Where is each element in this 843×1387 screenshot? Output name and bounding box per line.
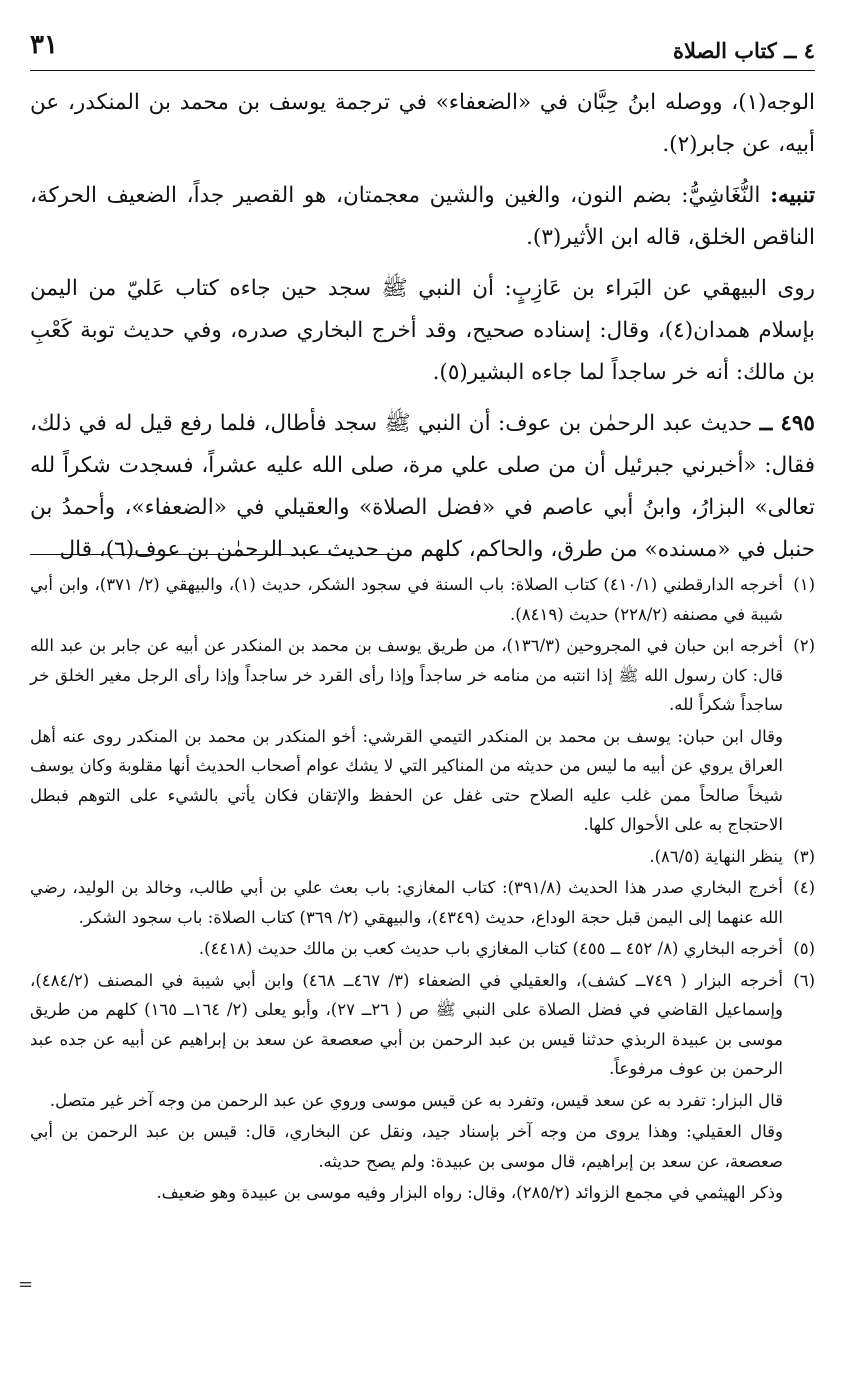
- main-text: [30, 82, 815, 571]
- footnote: [30, 934, 815, 964]
- paragraph-3: روى البيهقي عن البَراء بن عَازِبٍ: أن النبي ﷺ سجد حين جاءه كتاب عَليّ من اليمن بإسلام همدان(٤)، وقال: إسناده صحيح، وقد أخرج البخاري صدره، وفي حديث توبة كَعْبِ بن مالك: أنه خر ساجداً لما جاءه البشير(٥).: [30, 276, 816, 385]
- footnote: [30, 570, 815, 629]
- footnote-number: (٤): [793, 878, 815, 897]
- footnote-continuation: [30, 1086, 815, 1116]
- footnote-text: ينظر النهاية (٨٦/٥).: [649, 846, 783, 866]
- footnote-text: أخرج البخاري صدر هذا الحديث (٣٩١/٨): كتاب المغازي: باب بعث علي بن أبي طالب، وخالد بن الوليد، رضي الله عنهما إلى اليمن قبل حجة الوداع، حديث (٤٣٤٩)، والبيهقي (٢/ ٣٦٩) كتاب الصلاة: باب سجود الشكر.: [30, 878, 783, 927]
- footnote-number: (٢): [793, 636, 815, 655]
- hadith-number: ٤٩٥ ــ: [759, 411, 815, 436]
- footnote: [30, 631, 815, 720]
- note-text: النُّغَاشِيُّ: بضم النون، والغين والشين معجمتان، هو القصير جداً، الضعيف الحركة، الناقص الخلق، قاله ابن الأثير(٣).: [30, 183, 815, 250]
- footnote-text: وقال ابن حبان: يوسف بن محمد بن المنكدر التيمي القرشي: أخو المنكدر بن محمد بن المنكدر روى عنه أهل العراق يروي عن أبيه ما ليس من حديثه من المناكير التي لا يشك عوام أصحاب الحديث أنها مقلوبة وكان يوسف شيخاً صالحاً ممن غلب عليه الصلاح حتى غفل عن الحفظ والإتقان فكان يأتي بالشيء على التوهم فبطل الاحتجاج به على الأحوال كلها.: [30, 726, 783, 834]
- margin-mark: =: [18, 1274, 34, 1295]
- page-header: [30, 26, 815, 71]
- page-number: ٣١: [30, 30, 58, 60]
- footnote-text: أخرجه ابن حبان في المجروحين (١٣٦/٣)، من طريق يوسف بن محمد بن المنكدر عن أبيه عن جابر بن عبد الله قال: كان رسول الله ﷺ إذا انتبه من منامه خر ساجداً وإذا رأى القرد خر ساجداً وإذا رأى الرجل مغير الخلق خر ساجداً شكراً لله.: [30, 636, 783, 714]
- footnote-separator: [30, 554, 402, 555]
- footnote-text: وقال العقيلي: وهذا يروى من وجه آخر بإسناد جيد، ونقل عن البخاري، قال: قيس بن عبد الرحمن بن أبي صعصعة، عن سعد بن إبراهيم، قال موسى بن عبيدة: ولم يصح حديثه.: [30, 1122, 783, 1171]
- footnote-text: وذكر الهيثمي في مجمع الزوائد (٢٨٥/٢)، وقال: رواه البزار وفيه موسى بن عبيدة وهو ضعيف.: [156, 1183, 783, 1202]
- footnote-number: (٦): [793, 970, 815, 990]
- running-title: ٤ ــ كتاب الصلاة: [673, 38, 815, 63]
- footnote-text: أخرجه البخاري (٨/ ٤٥٢ ــ ٤٥٥) كتاب المغازي باب حديث كعب بن مالك حديث (٤٤١٨).: [198, 939, 783, 958]
- footnote: [30, 873, 815, 932]
- footnote-text: أخرجه الدارقطني (٤١٠/١) كتاب الصلاة: باب السنة في سجود الشكر، حديث (١)، والبيهقي (٢/ ٣٧١)، وابن أبي شيبة في مصنفه (٢٢٨/٢) حديث (٨٤١٩).: [30, 575, 783, 624]
- footnote: [30, 966, 815, 1084]
- footnote-text: قال البزار: تفرد به عن سعد قيس، وتفرد به عن قيس موسى وروي عن عبد الرحمن من وجه آخر غير متصل.: [49, 1090, 783, 1110]
- footnotes: [30, 570, 815, 1210]
- footnote-text: أخرجه البزار ( ٧٤٩ــ كشف)، والعقيلي في الضعفاء (٣/ ٤٦٧ــ ٤٦٨) وابن أبي شيبة في المصنف (٤٨٤/٢)، وإسماعيل القاضي في فضل الصلاة على النبي ﷺ ص ( ٢٦ــ ٢٧)، وأبو يعلى (٢/ ١٦٤ــ ١٦٥) كلهم من طريق موسى بن عبيدة الربذي حدثنا قيس بن عبد الرحمن بن أبي صعصعة عن سعد بن إبراهيم عن أبيه عن جده عبد الرحمن بن عوف مرفوعاً.: [30, 970, 784, 1078]
- footnote-number: (٥): [793, 939, 815, 958]
- hadith-495: [30, 403, 815, 571]
- paragraph-2: [30, 175, 815, 259]
- footnote-continuation: [30, 1117, 815, 1176]
- paragraph-1: الوجه(١)، ووصله ابنُ حِبَّان في «الضعفاء» في ترجمة يوسف بن محمد بن المنكدر، عن أبيه، عن جابر(٢).: [30, 90, 815, 157]
- footnote-continuation: [30, 722, 815, 840]
- footnote-number: (٣): [793, 846, 815, 866]
- footnote: [30, 842, 815, 872]
- note-label: تنبيه:: [770, 183, 815, 208]
- footnote-continuation: [30, 1178, 815, 1208]
- footnote-number: (١): [793, 575, 815, 594]
- hadith-text: حديث عبد الرحمٰن بن عوف: أن النبي ﷺ سجد فأطال، فلما رفع قيل له في ذلك، فقال: «أخبرني جبرئيل أن من صلى علي مرة، صلى الله عليه عشراً، فسجدت شكراً لله تعالى» البزارُ، وابنُ أبي عاصم في «فضل الصلاة» والعقيلي في «الضعفاء»، وأحمدُ بن حنبل في «مسنده» من طرق، والحاكم، كلهم من حديث عبد الرحمٰن بن عوف(٦)، قال: [30, 411, 815, 562]
